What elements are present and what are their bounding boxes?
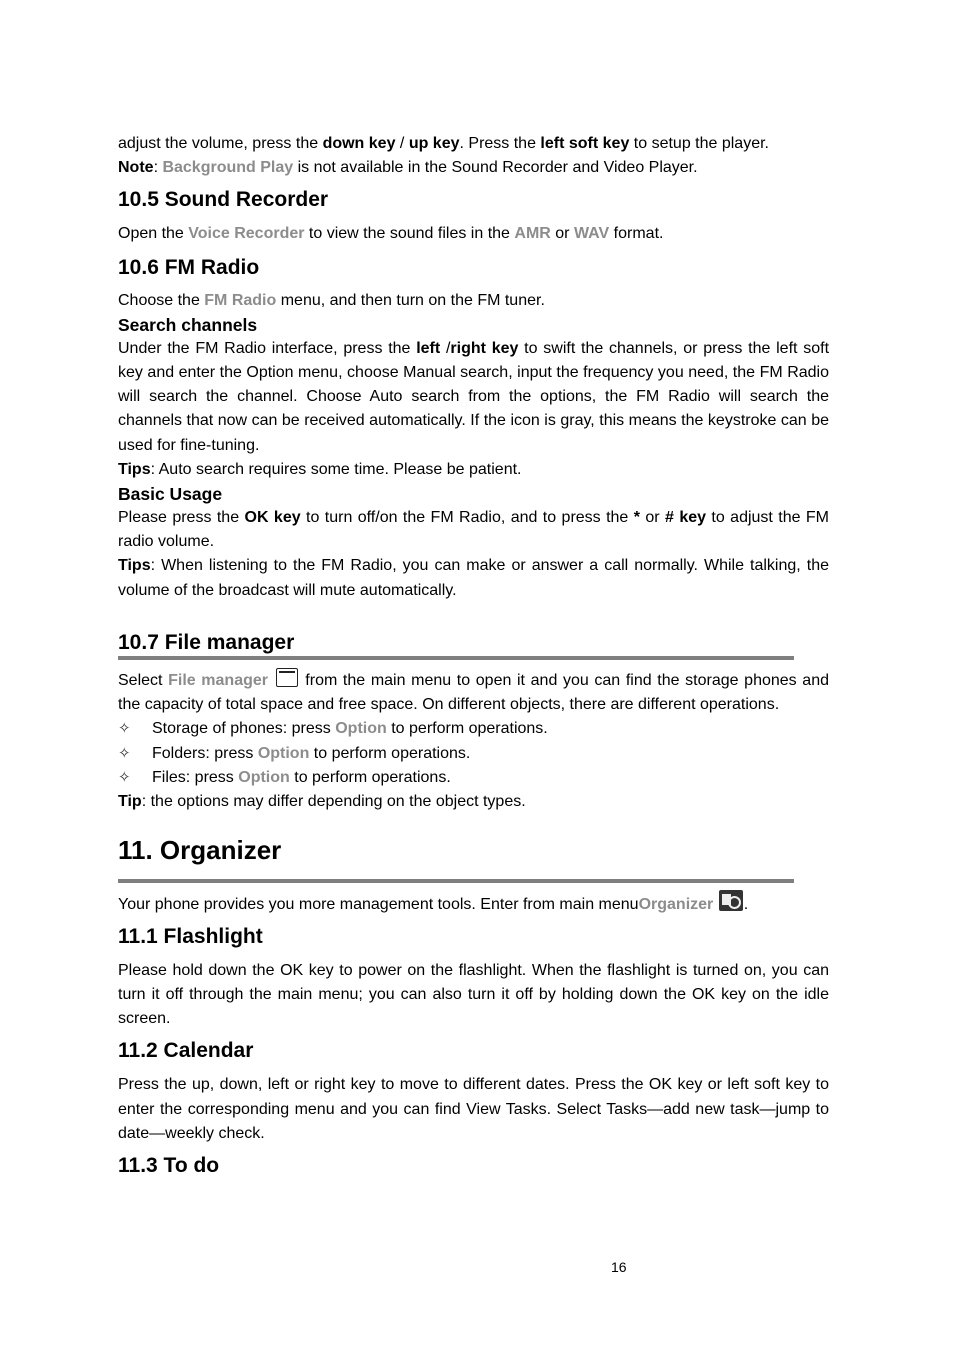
heading-10-6: 10.6 FM Radio <box>118 255 260 279</box>
tip-options: Tip: the options may differ depending on the object types. <box>118 793 526 811</box>
diamond-bullet-icon: ✧ <box>118 744 131 762</box>
paragraph-flashlight: Please hold down the OK key to power on the flashlight. When the flashlight is turned on, you can turn it off through the main menu; you can also turn it off by holding down the OK key on the idle screen. <box>118 961 829 1028</box>
organizer-icon <box>719 890 743 911</box>
tips-auto-search: Tips: Auto search requires some time. Please be patient. <box>118 460 522 478</box>
list-item: ✧ Storage of phones: press Option to perform operations. <box>118 717 829 741</box>
paragraph-file-manager: Select File manager from the main menu to open it and you can find the storage phones and the capacity of total space and free space. On different objects, there are different operations. <box>118 668 829 717</box>
heading-10-7: 10.7 File manager <box>118 630 295 654</box>
document-page <box>118 132 829 1180</box>
paragraph-basic-usage: Please press the OK key to turn off/on the FM Radio, and to press the * or # key to adjust the FM radio volume. <box>118 509 830 551</box>
heading-11-1: 11.1 Flashlight <box>118 924 263 948</box>
heading-11-2: 11.2 Calendar <box>118 1039 254 1063</box>
list-item: ✧ Files: press Option to perform operations. <box>118 766 829 790</box>
paragraph-organizer: Your phone provides you more management tools. Enter from main menuOrganizer . <box>118 890 829 917</box>
heading-10-5: 10.5 Sound Recorder <box>118 188 329 212</box>
diamond-bullet-icon: ✧ <box>118 720 131 738</box>
subheading-basic-usage: Basic Usage <box>118 484 223 505</box>
paragraph-calendar: Press the up, down, left or right key to move to different dates. Press the OK key or left soft key to enter the corresponding menu and you can find View Tasks. Select Tasks—add new task—jump to date—weekly check. <box>118 1076 829 1142</box>
tips-listening: Tips: When listening to the FM Radio, you can make or answer a call normally. While talking, the volume of the broadcast will mute automatically. <box>118 557 829 599</box>
diamond-bullet-icon: ✧ <box>118 769 131 787</box>
chapter-rule <box>118 879 794 883</box>
paragraph-fm-radio: Choose the FM Radio menu, and then turn on the FM tuner. <box>118 291 545 309</box>
page-number: 16 <box>611 1259 627 1275</box>
paragraph-sound-recorder: Open the Voice Recorder to view the sound files in the AMR or WAV format. <box>118 225 664 243</box>
section-rule <box>118 656 794 660</box>
heading-11: 11. Organizer <box>118 834 282 865</box>
file-manager-list <box>118 717 829 790</box>
heading-11-3: 11.3 To do <box>118 1154 220 1178</box>
note-paragraph: Note: Background Play is not available in the Sound Recorder and Video Player. <box>118 159 698 177</box>
subheading-search-channels: Search channels <box>118 314 258 335</box>
file-manager-icon <box>276 668 298 687</box>
list-item: ✧ Folders: press Option to perform operations. <box>118 742 829 766</box>
paragraph-intro: adjust the volume, press the down key / up key. Press the left soft key to setup the player. <box>118 135 769 152</box>
paragraph-search-channels: Under the FM Radio interface, press the left /right key to swift the channels, or press the left soft key and enter the Option menu, choose Manual search, input the frequency you need, the FM Radio will search the channel. Choose Auto search from the options, the FM Radio will search the channels that now can be received automatically. If the icon is gray, this means the keystroke can be used for fine-tuning. <box>118 339 830 454</box>
